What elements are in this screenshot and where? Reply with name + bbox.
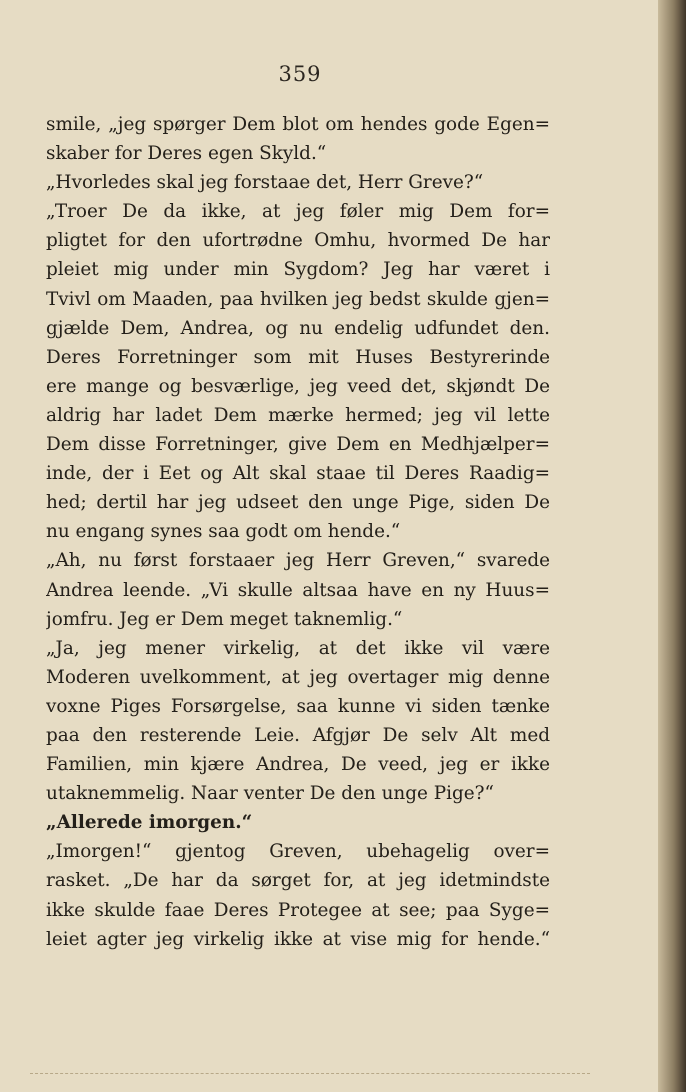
text-line: inde, der i Eet og Alt skal staae til Deres Raadig=: [46, 463, 550, 485]
text-line: paa den resterende Leie. Afgjør De selv Alt med: [46, 724, 550, 746]
page-edge: [30, 1073, 590, 1074]
book-gutter-shadow: [658, 0, 686, 1092]
text-line: ere mange og besværlige, jeg veed det, skjøndt De: [46, 375, 550, 397]
text-line: ikke skulde faae Deres Protegee at see; paa Syge=: [46, 899, 550, 921]
text-line: gjælde Dem, Andrea, og nu endelig udfundet den.: [46, 317, 550, 339]
text-line: Tvivl om Maaden, paa hvilken jeg bedst skulde gjen=: [46, 288, 550, 310]
text-line: „Imorgen!“ gjentog Greven, ubehagelig over=: [46, 841, 550, 863]
text-line: aldrig har ladet Dem mærke hermed; jeg vil lette: [46, 404, 550, 426]
text-line: rasket. „De har da sørget for, at jeg idetmindste: [46, 870, 550, 892]
text-line: skaber for Deres egen Skyld.“: [46, 143, 327, 165]
text-line: Deres Forretninger som mit Huses Bestyrerinde: [46, 346, 550, 368]
text-line: „Ah, nu først forstaaer jeg Herr Greven,“ svarede: [46, 550, 550, 572]
text-line: hed; dertil har jeg udseet den unge Pige, siden De: [46, 492, 550, 514]
text-line: „Allerede imorgen.“: [46, 812, 253, 834]
text-line: pleiet mig under min Sygdom? Jeg har været i: [46, 259, 550, 281]
body-text: [46, 110, 550, 954]
text-line: Andrea leende. „Vi skulle altsaa have en ny Huus=: [46, 579, 550, 601]
page-number: 359: [278, 62, 322, 86]
text-line: utaknemmelig. Naar venter De den unge Pige?“: [46, 783, 494, 805]
text-line: „Ja, jeg mener virkelig, at det ikke vil være: [46, 637, 550, 659]
text-line: Moderen uvelkomment, at jeg overtager mig denne: [46, 666, 550, 688]
text-line: voxne Piges Forsørgelse, saa kunne vi siden tænke: [46, 695, 550, 717]
text-line: smile, „jeg spørger Dem blot om hendes gode Egen=: [46, 114, 550, 135]
text-line: „Hvorledes skal jeg forstaae det, Herr Greve?“: [46, 172, 484, 194]
text-line: pligtet for den ufortrødne Omhu, hvormed De har: [46, 230, 550, 252]
text-line: Familien, min kjære Andrea, De veed, jeg er ikke: [46, 754, 550, 776]
text-line: nu engang synes saa godt om hende.“: [46, 521, 401, 543]
text-line: Dem disse Forretninger, give Dem en Medhjælper=: [46, 434, 550, 456]
text-line: jomfru. Jeg er Dem meget taknemlig.“: [46, 608, 403, 630]
text-line: leiet agter jeg virkelig ikke at vise mig for hende.“: [46, 928, 550, 950]
text-line: „Troer De da ikke, at jeg føler mig Dem for=: [46, 201, 550, 223]
